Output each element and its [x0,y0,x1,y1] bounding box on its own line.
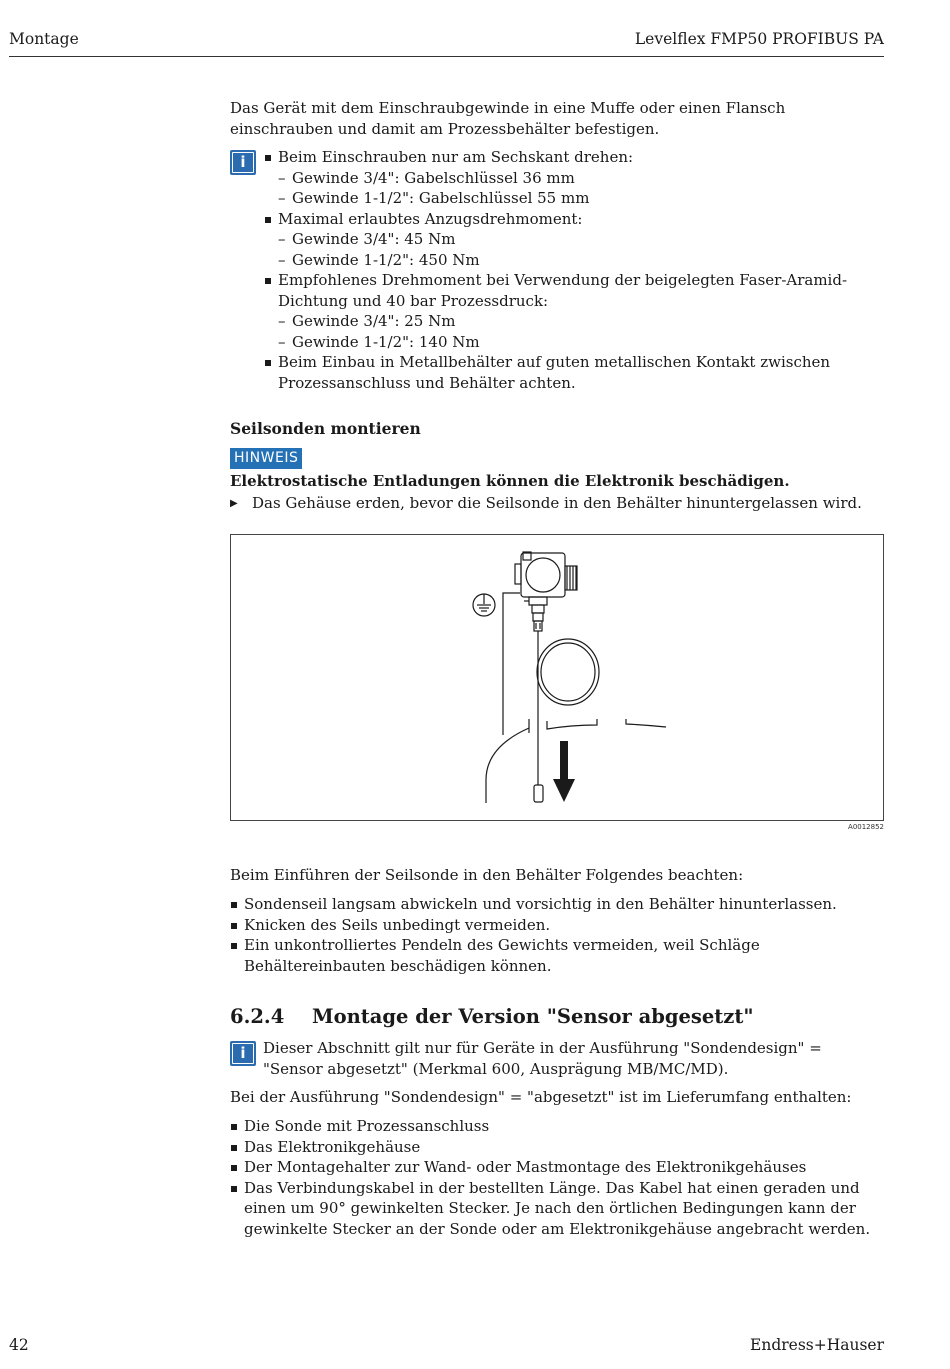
sub-list-item: – Gewinde 1-1/2": Gabelschlüssel 55 mm [278,188,884,209]
action-arrow-icon: ▶ [230,498,238,509]
list-item: Das Elektronikgehäuse [230,1137,885,1158]
warning-text: Elektrostatische Entladungen können die Elektronik beschädigen. [230,472,790,490]
header-divider [9,56,884,57]
list-item: Beim Einbau in Metallbehälter auf guten metallischen Kontakt zwischen Prozessanschluss und Behälter achten. [264,352,884,393]
ground-icon [473,594,495,616]
list-item: Die Sonde mit Prozessanschluss [230,1116,885,1137]
section-heading [230,1005,754,1028]
insert-list [230,894,885,976]
notice-badge: HINWEIS [230,448,302,469]
list-item: Das Verbindungskabel in der bestellten Länge. Das Kabel hat einen geraden und einen um 90° gewinkelten Stecker. Je nach den örtlichen Bedingungen kann der gewinkelte Stecker an der Sonde oder am Elektronikgehäuse angebracht werden. [230,1178,885,1240]
rope-probe-figure [230,534,884,821]
sub-list-item: – Gewinde 3/4": 45 Nm [278,229,884,250]
page-number: 42 [9,1336,29,1354]
list-item: Der Montagehalter zur Wand- oder Mastmontage des Elektronikgehäuses [230,1157,885,1178]
rope-probe-drawing [231,535,883,820]
section-lead: Bei der Ausführung "Sondendesign" = "abgesetzt" ist im Lieferumfang enthalten: [230,1088,852,1106]
section-info-text: Dieser Abschnitt gilt nur für Geräte in der Ausführung "Sondendesign" = "Sensor abgesetzt" (Merkmal 600, Ausprägung MB/MC/MD). [263,1039,822,1078]
insert-lead: Beim Einführen der Seilsonde in den Behälter Folgendes beachten: [230,866,744,884]
sub-list-item: – Gewinde 1-1/2": 140 Nm [278,332,884,353]
intro-paragraph: Das Gerät mit dem Einschraubgewinde in eine Muffe oder einen Flansch einschrauben und damit am Prozessbehälter befestigen. [230,99,786,138]
info-icon: i [230,1041,256,1066]
sub-list-item: – Gewinde 1-1/2": 450 Nm [278,250,884,271]
list-item: Sondenseil langsam abwickeln und vorsichtig in den Behälter hinunterlassen. [230,894,885,915]
list-item: Knicken des Seils unbedingt vermeiden. [230,915,885,936]
info-list-torque [264,147,884,393]
header-product-name: Levelflex FMP50 PROFIBUS PA [634,30,884,48]
sub-list-item: – Gewinde 3/4": Gabelschlüssel 36 mm [278,168,884,189]
section-number: 6.2.4 [230,1005,285,1028]
down-arrow-icon [553,741,575,802]
list-item: Empfohlenes Drehmoment bei Verwendung der beigelegten Faser-Aramid-Dichtung und 40 bar Prozessdruck: – Gewinde 3/4": 25 Nm – Gewinde 1-1/2": 140 Nm [264,270,884,352]
header-section-title: Montage [9,30,79,48]
section-title: Montage der Version "Sensor abgesetzt" [312,1005,754,1028]
action-text: Das Gehäuse erden, bevor die Seilsonde in den Behälter hinuntergelassen wird. [252,494,862,512]
action-step [230,493,885,515]
list-item: Ein unkontrolliertes Pendeln des Gewichts vermeiden, weil Schläge Behältereinbauten beschädigen können. [230,935,885,976]
sub-list-item: – Gewinde 3/4": 25 Nm [278,311,884,332]
footer-brand: Endress+Hauser [750,1336,884,1354]
figure-code: A0012852 [848,823,884,831]
delivery-list [230,1116,885,1239]
list-item: Beim Einschrauben nur am Sechskant drehen: – Gewinde 3/4": Gabelschlüssel 36 mm – Gewinde 1-1/2": Gabelschlüssel 55 mm [264,147,884,209]
info-icon: i [230,150,256,175]
subsection-heading: Seilsonden montieren [230,419,421,438]
list-item: Maximal erlaubtes Anzugsdrehmoment: – Gewinde 3/4": 45 Nm – Gewinde 1-1/2": 450 Nm [264,209,884,271]
